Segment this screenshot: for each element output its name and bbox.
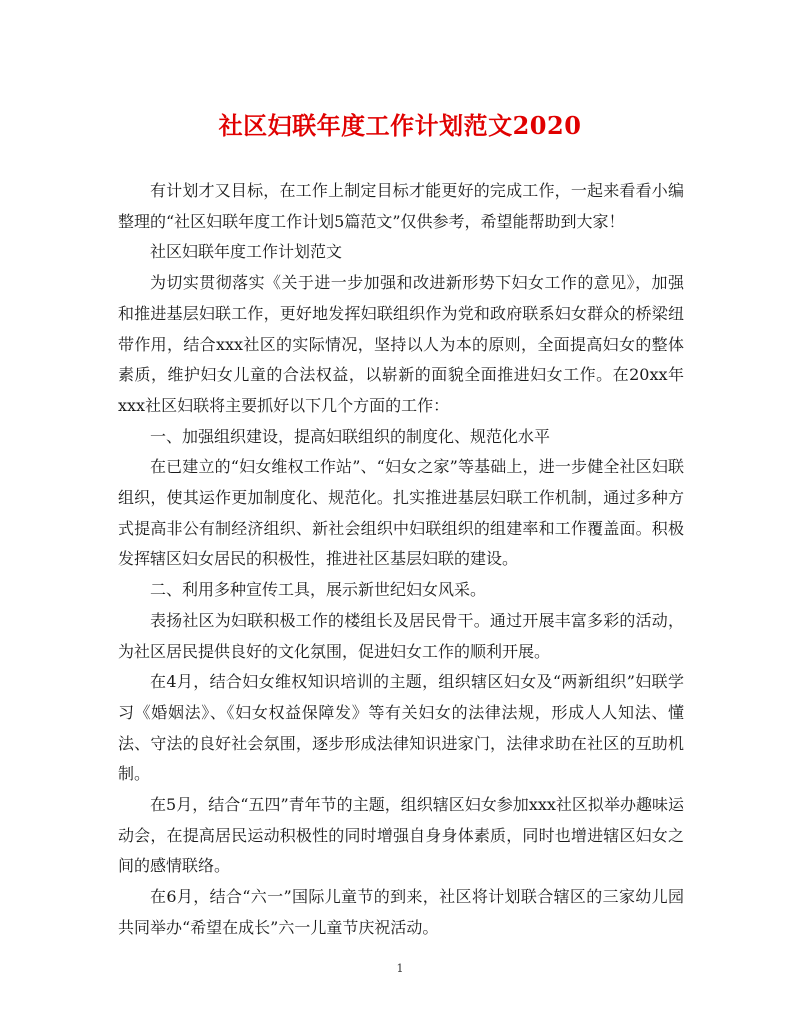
paragraph-intro: 有计划才又目标，在工作上制定目标才能更好的完成工作，一起来看看小编整理的“社区妇联年度工作计划5篇范文”仅供参考，希望能帮助到大家！ (118, 181, 684, 231)
document-body (118, 176, 684, 944)
paragraph-purpose: 为切实贯彻落实《关于进一步加强和改进新形势下妇女工作的意见》，加强和推进基层妇联工作，更好地发挥妇联组织作为党和政府联系妇女群众的桥梁纽带作用，结合xxx社区的实际情况，坚持以人为本的原则，全面提高妇女的整体素质，维护妇女儿童的合法权益，以崭新的面貌全面推进妇女工作。在20xx年xxx社区妇联将主要抓好以下几个方面的工作： (118, 273, 684, 415)
document-title: 社区妇联年度工作计划范文2020 (218, 111, 582, 140)
paragraph-praise: 表扬社区为妇联积极工作的楼组长及居民骨干。通过开展丰富多彩的活动，为社区居民提供良好的文化氛围，促进妇女工作的顺利开展。 (118, 610, 684, 661)
page-number: 1 (396, 962, 404, 975)
paragraph-april: 在4月，结合妇女维权知识培训的主题，组织辖区妇女及“两新组织”妇联学习《婚姻法》、《妇女权益保障发》等有关妇女的法律法规，形成人人知法、懂法、守法的良好社会氛围，逐步形成法律知识进家门，法律求助在社区的互助机制。 (118, 672, 684, 784)
paragraph-may: 在5月，结合“五四”青年节的主题，组织辖区妇女参加xxx社区拟举办趣味运动会，在提高居民运动积极性的同时增强自身身体素质，同时也增进辖区妇女之间的感情联络。 (118, 795, 684, 876)
section-heading-2: 二、利用多种宣传工具，展示新世纪妇女风采。 (150, 580, 487, 600)
paragraph-organization: 在已建立的“妇女维权工作站”、“妇女之家”等基础上，进一步健全社区妇联组织，使其运作更加制度化、规范化。扎实推进基层妇联工作机制，通过多种方式提高非公有制经济组织、新社会组织中妇联组织的组建率和工作覆盖面。积极发挥辖区妇女居民的积极性，推进社区基层妇联的建设。 (118, 457, 684, 569)
paragraph-subtitle: 社区妇联年度工作计划范文 (150, 242, 343, 262)
paragraph-june: 在6月，结合“六一”国际儿童节的到来，社区将计划联合辖区的三家幼儿园共同举办“希望在成长”六一儿童节庆祝活动。 (118, 887, 684, 937)
section-heading-1: 一、加强组织建设，提高妇联组织的制度化、规范化水平 (150, 426, 551, 446)
